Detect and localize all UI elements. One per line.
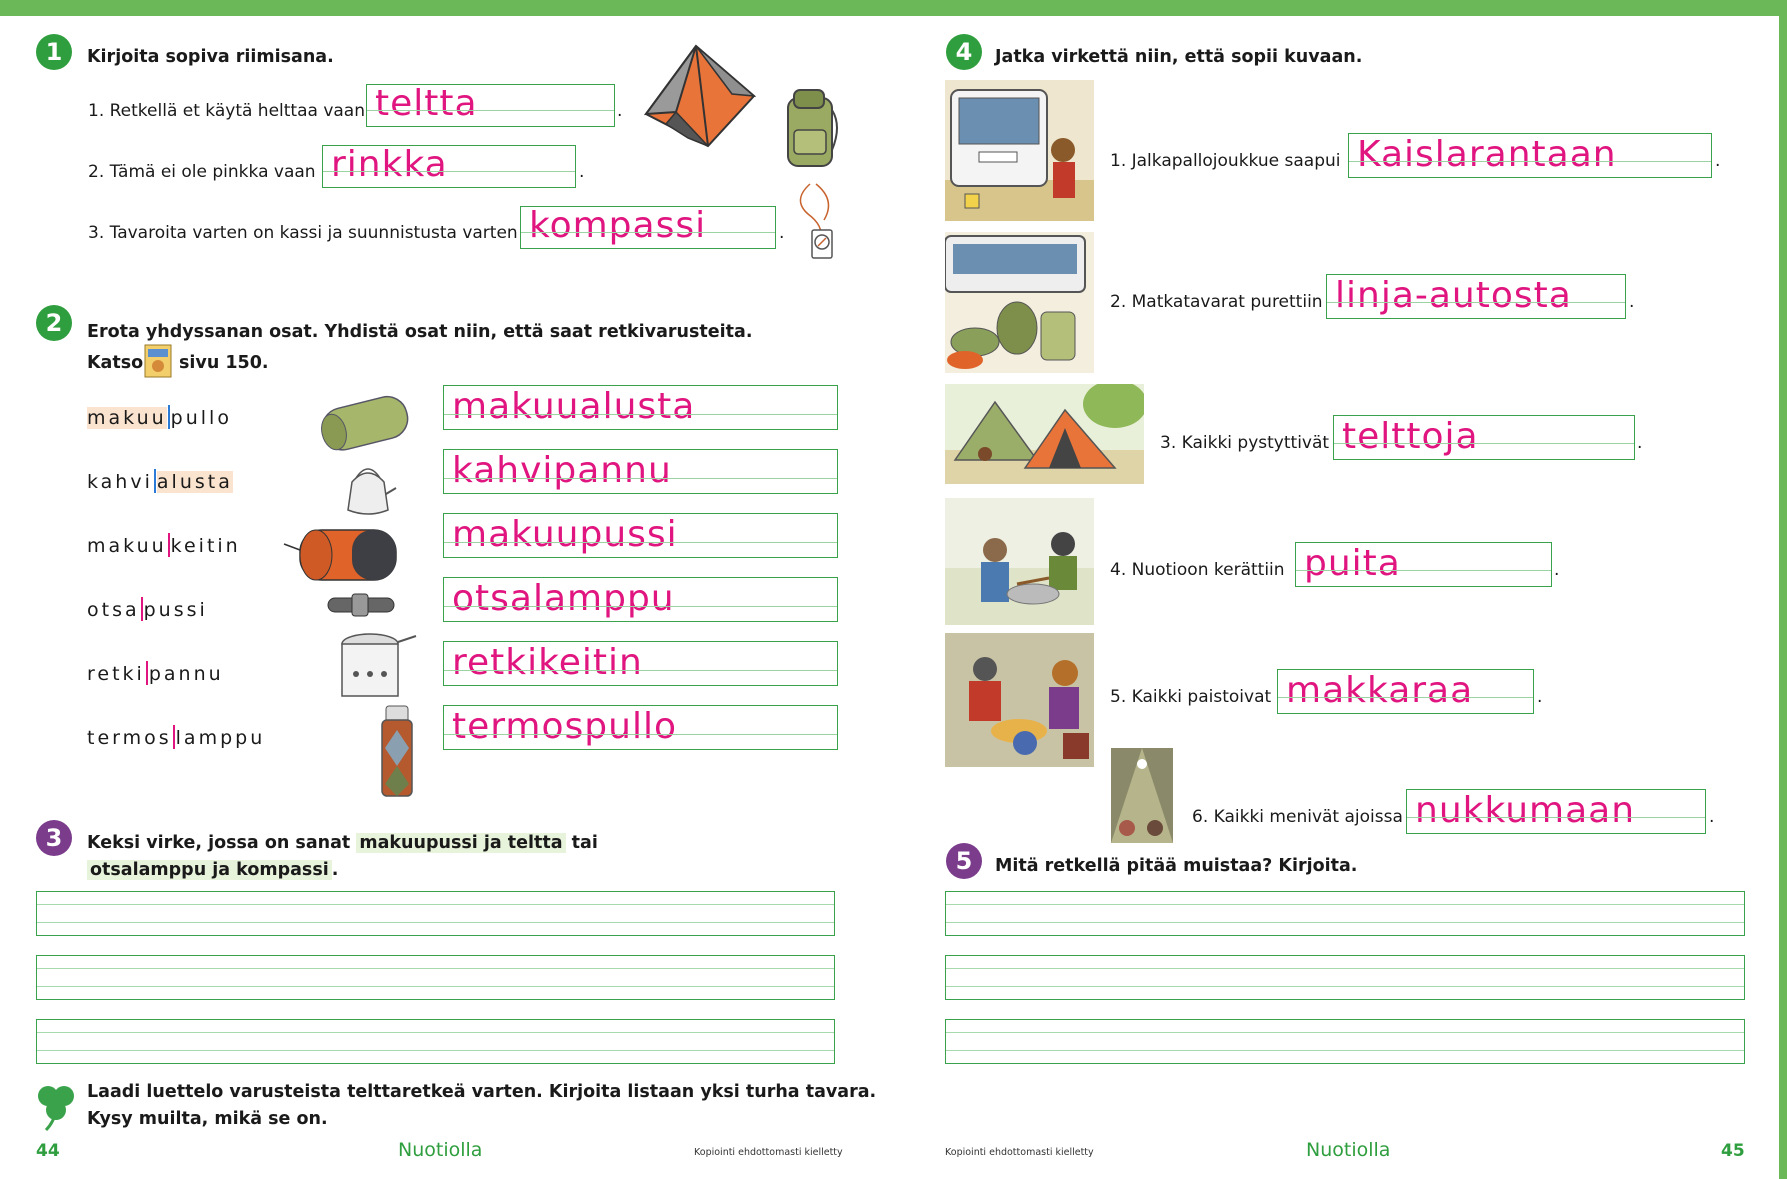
task4-number: 4 (946, 34, 982, 70)
task1-item2-text: 2. Tämä ei ole pinkka vaan (88, 162, 316, 182)
task3-writing-line-1[interactable] (36, 891, 835, 936)
task2-heading: Erota yhdyssanan osat. Yhdistä osat niin, että saat retkivarusteita. (87, 322, 753, 342)
task3-text-before: Keksi virke, jossa on sanat (87, 833, 351, 853)
task1-item3-text: 3. Tavaroita varten on kassi ja suunnistusta varten (88, 223, 518, 243)
task1-item1-answer-line[interactable] (366, 84, 615, 127)
compass-icon (790, 180, 848, 262)
word-part: otsa (87, 599, 140, 621)
task4-item6-answer-line[interactable] (1406, 789, 1706, 834)
word-part: makuu (87, 535, 167, 557)
task1-item1-text: 1. Retkellä et käytä helttaa vaan (88, 101, 365, 121)
word-part: lamppu (175, 727, 266, 749)
word-part: pannu (148, 663, 224, 685)
task4-item3-text: 3. Kaikki pystyttivät (1160, 433, 1330, 453)
top-color-band (0, 0, 1787, 16)
task3-line1 (87, 833, 598, 853)
period: . (1629, 292, 1635, 312)
period: . (617, 101, 623, 121)
right-color-band (1779, 0, 1787, 1179)
camp-stove-icon (334, 628, 418, 706)
split-mark (141, 597, 143, 621)
task4-heading: Jatka virkettä niin, että sopii kuvaan. (995, 47, 1363, 67)
task4-item1-answer: Kaislarantaan (1357, 134, 1617, 175)
going-to-sleep-picture (1111, 748, 1173, 843)
task1-item3-answer: kompassi (529, 205, 707, 246)
period: . (579, 162, 585, 182)
task2-answer-line-5[interactable] (443, 641, 838, 686)
book-icon[interactable] (144, 344, 172, 378)
word-part: retki (87, 663, 145, 685)
task2-answer-4: otsalamppu (452, 578, 675, 619)
task3-writing-line-2[interactable] (36, 955, 835, 1000)
task4-item3-answer: telttoja (1342, 416, 1479, 457)
task4-item5-answer-line[interactable] (1277, 669, 1534, 714)
task3-text-mid: tai (571, 833, 598, 853)
task2-answer-5: retkikeitin (452, 642, 643, 683)
split-mark (168, 533, 170, 557)
split-word-2 (87, 469, 233, 493)
task3-writing-line-3[interactable] (36, 1019, 835, 1064)
footer-copyright-right: Kopiointi ehdottomasti kielletty (945, 1147, 1094, 1158)
task1-item2-answer-line[interactable] (322, 145, 576, 188)
sleeping-pad-icon (316, 392, 416, 454)
split-word-1 (87, 405, 232, 429)
task2-see-suffix: sivu 150. (179, 353, 269, 373)
task4-item6-answer: nukkumaan (1415, 790, 1636, 831)
word-part: makuu (87, 407, 167, 429)
split-word-3 (87, 533, 241, 557)
period: . (1537, 687, 1543, 707)
task4-item5-answer: makkaraa (1286, 670, 1474, 711)
task4-item4-answer: puita (1304, 543, 1401, 584)
task1-item3-answer-line[interactable] (520, 206, 776, 249)
task4-item4-text: 4. Nuotioon kerättiin (1110, 560, 1285, 580)
clover-task-line2: Kysy muilta, mikä se on. (87, 1109, 328, 1129)
period: . (779, 223, 785, 243)
period: . (1637, 433, 1643, 453)
kettle-icon (338, 458, 398, 520)
task3-line2 (87, 860, 338, 880)
task4-item3-answer-line[interactable] (1333, 415, 1635, 460)
word-part: pullo (170, 407, 232, 429)
word-part: alusta (156, 471, 233, 493)
split-mark (154, 469, 156, 493)
task1-number: 1 (36, 34, 72, 70)
task4-item2-answer: linja-autosta (1335, 275, 1572, 316)
backpack-icon (780, 86, 844, 172)
task3-phrase2: otsalamppu ja kompassi (87, 860, 332, 880)
task4-item6-text: 6. Kaikki menivät ajoissa (1192, 807, 1403, 827)
clover-icon (34, 1080, 78, 1132)
page-number-right: 45 (1721, 1141, 1745, 1161)
word-part: pussi (143, 599, 208, 621)
footer-title-right: Nuotiolla (1306, 1139, 1391, 1161)
task4-item5-text: 5. Kaikki paistoivat (1110, 687, 1272, 707)
task2-number: 2 (36, 305, 72, 341)
task4-item4-answer-line[interactable] (1295, 542, 1552, 587)
split-mark (146, 661, 148, 685)
unloading-luggage-picture (945, 232, 1094, 373)
task3-text-end: . (331, 860, 339, 880)
period: . (1709, 807, 1715, 827)
task2-answer-1: makuualusta (452, 386, 696, 427)
pitching-tents-picture (945, 384, 1144, 484)
footer-copyright-left: Kopiointi ehdottomasti kielletty (694, 1147, 843, 1158)
split-word-4 (87, 597, 208, 621)
task2-see-prefix: Katso (87, 353, 144, 373)
task2-answer-line-3[interactable] (443, 513, 838, 558)
word-part: keitin (170, 535, 241, 557)
thermos-icon (372, 704, 422, 800)
word-part: kahvi (87, 471, 153, 493)
task5-writing-line-2[interactable] (945, 955, 1745, 1000)
headlamp-icon (324, 590, 398, 622)
bus-arrival-picture (945, 80, 1094, 221)
tent-icon (636, 42, 764, 152)
split-word-6 (87, 725, 265, 749)
sleeping-bag-icon (282, 522, 408, 588)
word-part: termos (87, 727, 172, 749)
task2-answer-2: kahvipannu (452, 450, 672, 491)
task4-item1-answer-line[interactable] (1348, 133, 1712, 178)
task5-number: 5 (946, 843, 982, 879)
task5-writing-line-1[interactable] (945, 891, 1745, 936)
task4-item2-answer-line[interactable] (1326, 274, 1626, 319)
clover-task-line1: Laadi luettelo varusteista telttaretkeä varten. Kirjoita listaan yksi turha tavara. (87, 1082, 877, 1102)
task4-item1-text: 1. Jalkapallojoukkue saapui (1110, 151, 1341, 171)
task2-answer-6: termospullo (452, 706, 677, 747)
task2-answer-3: makuupussi (452, 514, 678, 555)
task3-phrase1: makuupussi ja teltta (356, 833, 565, 853)
task1-item1-answer: teltta (375, 83, 478, 124)
task2-answer-line-4[interactable] (443, 577, 838, 622)
period: . (1554, 560, 1560, 580)
task5-writing-line-3[interactable] (945, 1019, 1745, 1064)
task3-number: 3 (36, 820, 72, 856)
task5-heading: Mitä retkellä pitää muistaa? Kirjoita. (995, 856, 1358, 876)
period: . (1715, 151, 1721, 171)
split-mark (168, 405, 170, 429)
task1-item2-answer: rinkka (331, 144, 448, 185)
task4-item2-text: 2. Matkatavarat purettiin (1110, 292, 1323, 312)
task1-heading: Kirjoita sopiva riimisana. (87, 47, 334, 67)
gathering-firewood-picture (945, 498, 1094, 625)
split-word-5 (87, 661, 224, 685)
split-mark (173, 725, 175, 749)
footer-title-left: Nuotiolla (398, 1139, 483, 1161)
page-number-left: 44 (36, 1141, 60, 1161)
task2-answer-line-1[interactable] (443, 385, 838, 430)
roasting-sausages-picture (945, 633, 1094, 767)
task2-answer-line-2[interactable] (443, 449, 838, 494)
task2-answer-line-6[interactable] (443, 705, 838, 750)
